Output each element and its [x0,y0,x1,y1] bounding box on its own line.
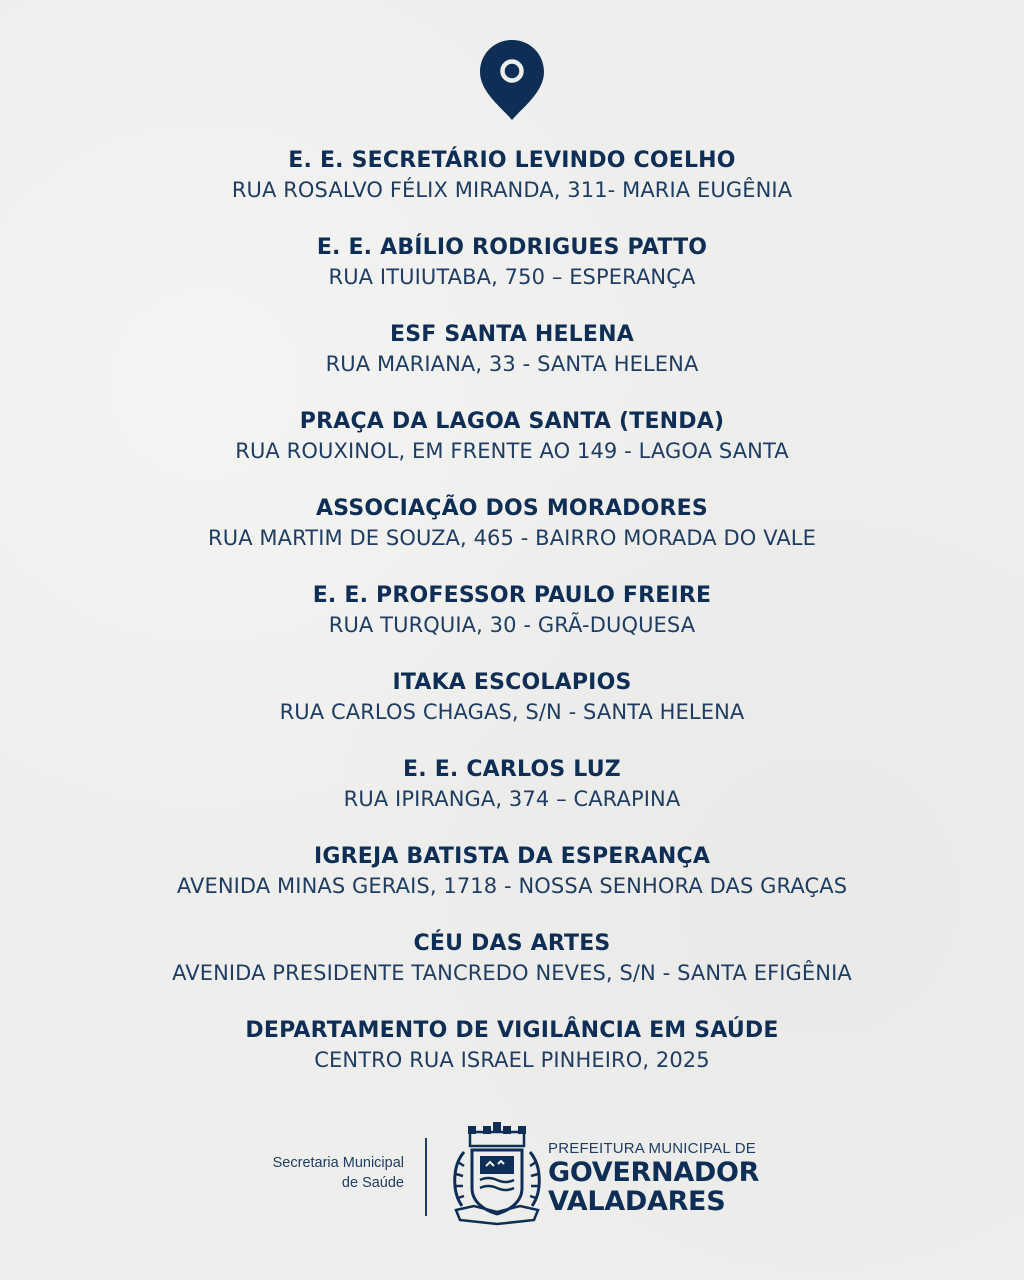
location-entry [0,842,1024,929]
location-address: AVENIDA PRESIDENTE TANCREDO NEVES, S/N - SANTA EFIGÊNIA [172,961,852,985]
location-name: ITAKA ESCOLAPIOS [392,670,632,695]
city-name-line-2: VALADARES [548,1186,726,1217]
location-entry [0,755,1024,842]
location-address: RUA TURQUIA, 30 - GRÃ-DUQUESA [328,613,696,637]
location-entry [0,929,1024,1016]
location-entry [0,1016,1024,1103]
location-entry [0,581,1024,668]
location-name: CÉU DAS ARTES [413,931,611,956]
location-list [0,146,1024,1103]
footer-divider [425,1138,427,1216]
location-address: RUA ROUXINOL, EM FRENTE AO 149 - LAGOA SANTA [235,439,789,463]
department-name [273,1153,404,1193]
prefeitura-label: PREFEITURA MUNICIPAL DE [548,1140,756,1157]
location-address: RUA CARLOS CHAGAS, S/N - SANTA HELENA [279,700,745,724]
city-name-line-1: GOVERNADOR [548,1157,760,1188]
location-name: ESF SANTA HELENA [390,322,634,347]
location-name: PRAÇA DA LAGOA SANTA (TENDA) [299,409,725,434]
location-name: E. E. CARLOS LUZ [403,757,621,782]
location-entry [0,146,1024,233]
location-name: E. E. SECRETÁRIO LEVINDO COELHO [288,148,736,173]
location-entry [0,233,1024,320]
department-line-2: de Saúde [341,1175,404,1191]
city-coat-of-arms-icon [450,1122,544,1226]
location-entry [0,668,1024,755]
location-name: DEPARTAMENTO DE VIGILÂNCIA EM SAÚDE [245,1018,779,1043]
location-entry [0,407,1024,494]
location-address: CENTRO RUA ISRAEL PINHEIRO, 2025 [314,1048,710,1072]
location-address: AVENIDA MINAS GERAIS, 1718 - NOSSA SENHORA DAS GRAÇAS [176,874,848,898]
location-name: E. E. ABÍLIO RODRIGUES PATTO [316,235,708,260]
location-entry [0,494,1024,581]
location-name: E. E. PROFESSOR PAULO FREIRE [312,583,712,608]
location-name: ASSOCIAÇÃO DOS MORADORES [316,496,708,521]
location-address: RUA ITUIUTABA, 750 – ESPERANÇA [328,265,696,289]
location-address: RUA MARIANA, 33 - SANTA HELENA [325,352,699,376]
location-entry [0,320,1024,407]
location-address: RUA MARTIM DE SOUZA, 465 - BAIRRO MORADA DO VALE [208,526,816,550]
footer [0,1120,1024,1230]
location-address: RUA ROSALVO FÉLIX MIRANDA, 311- MARIA EUGÊNIA [231,178,793,202]
prefeitura-logo-text [548,1140,759,1216]
location-name: IGREJA BATISTA DA ESPERANÇA [313,844,711,869]
department-line-1: Secretaria Municipal [272,1155,404,1171]
location-pin-icon [478,38,546,122]
location-address: RUA IPIRANGA, 374 – CARAPINA [343,787,681,811]
